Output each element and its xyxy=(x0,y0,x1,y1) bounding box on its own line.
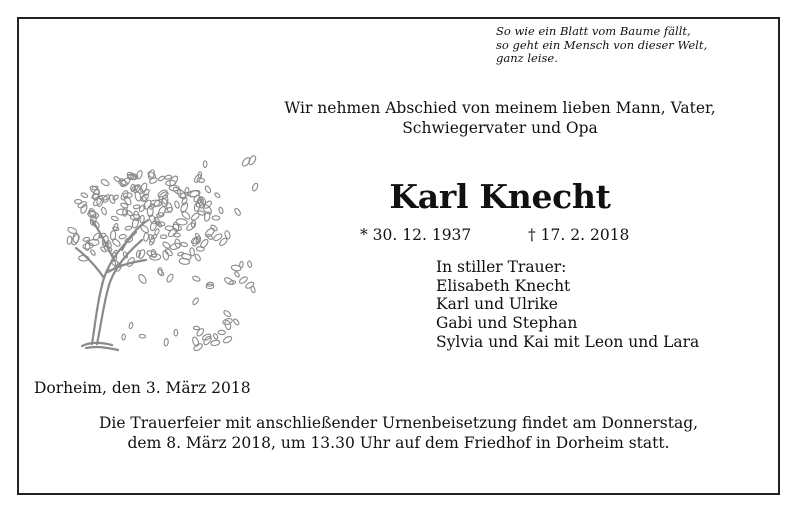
leaf-icon xyxy=(136,170,144,180)
poem-line-1: So wie ein Blatt vom Baume fällt, xyxy=(496,24,691,38)
leaf-icon xyxy=(194,253,202,261)
leaf-icon xyxy=(222,335,232,344)
leaf-icon xyxy=(160,235,167,239)
leaf-icon xyxy=(245,281,255,289)
leaf-icon xyxy=(125,226,132,231)
leaf-icon xyxy=(196,247,204,252)
leaf-icon xyxy=(90,249,96,256)
leaf-icon xyxy=(139,334,146,338)
tree-with-falling-leaves-icon xyxy=(52,148,262,358)
leaf-icon xyxy=(143,232,149,241)
leaf-icon xyxy=(248,155,258,166)
leaf-icon xyxy=(140,224,150,234)
leaf-icon xyxy=(213,333,219,340)
mourner-name: Karl und Ulrike xyxy=(436,295,558,314)
leaf-icon xyxy=(158,175,165,182)
funeral-line-2: dem 8. März 2018, um 13.30 Uhr auf dem Friedhof in Dorheim statt. xyxy=(127,434,670,452)
leaf-icon xyxy=(100,246,107,253)
leaf-icon xyxy=(92,232,101,241)
mourner-name: Sylvia und Kai mit Leon und Lara xyxy=(436,332,700,351)
leaf-icon xyxy=(180,242,188,247)
leaf-icon xyxy=(174,329,178,336)
leaf-icon xyxy=(210,340,220,347)
leaf-icon xyxy=(67,226,78,234)
deceased-name: Karl Knecht xyxy=(389,177,611,216)
leaf-icon xyxy=(234,207,242,216)
leaf-icon xyxy=(174,201,180,209)
leaf-icon xyxy=(233,318,240,326)
leaf-icon xyxy=(203,161,207,168)
leaf-icon xyxy=(252,183,259,192)
leaf-icon xyxy=(120,202,128,209)
poem-line-2: so geht ein Mensch von dieser Welt, xyxy=(496,37,708,52)
leaf-icon xyxy=(111,238,121,248)
leaf-icon xyxy=(229,280,236,285)
leaf-icon xyxy=(193,326,199,330)
farewell-intro xyxy=(250,98,750,138)
leaf-icon xyxy=(204,227,216,238)
leaf-icon xyxy=(162,241,171,250)
funeral-line-1: Die Trauerfeier mit anschließender Urnenbeisetzung findet am Donnerstag, xyxy=(98,414,699,432)
leaf-icon xyxy=(250,286,256,293)
leaf-icon xyxy=(203,200,213,210)
funeral-notice xyxy=(17,413,780,453)
mourners-block xyxy=(436,258,699,352)
leaf-icon xyxy=(212,216,220,220)
birth-date: * 30. 12. 1937 xyxy=(360,226,472,244)
leaf-icon xyxy=(129,322,134,329)
leaf-icon xyxy=(164,338,169,346)
leaf-icon xyxy=(247,261,252,268)
leaf-icon xyxy=(80,203,89,214)
leaf-icon xyxy=(122,334,126,340)
leaf-icon xyxy=(158,267,163,275)
mourner-name: Elisabeth Knecht xyxy=(436,276,571,295)
leaf-icon xyxy=(74,199,82,204)
poem-line-3: ganz leise. xyxy=(496,51,558,65)
leaf-icon xyxy=(192,297,200,305)
leaf-icon xyxy=(218,330,226,335)
leaf-icon xyxy=(80,192,88,198)
leaf-icon xyxy=(157,205,167,217)
leaf-icon xyxy=(119,234,127,240)
leaf-icon xyxy=(173,222,180,232)
leaf-icon xyxy=(214,192,221,198)
leaf-icon xyxy=(234,271,240,278)
mourners-heading: In stiller Trauer: xyxy=(436,258,567,276)
leaf-icon xyxy=(111,215,119,221)
leaf-cluster xyxy=(67,169,219,285)
leaf-icon xyxy=(192,275,201,282)
leaf-icon xyxy=(100,178,110,186)
leaf-icon xyxy=(204,185,211,194)
leaf-icon xyxy=(101,207,108,216)
leaf-icon xyxy=(222,318,233,326)
leaf-icon xyxy=(241,156,251,167)
leaf-icon xyxy=(238,276,248,285)
leaf-icon xyxy=(223,310,232,318)
place-and-date: Dorheim, den 3. März 2018 xyxy=(34,379,251,397)
leaf-icon xyxy=(126,171,138,181)
leaf-icon xyxy=(137,273,147,284)
leaf-icon xyxy=(190,212,200,222)
intro-line-1: Wir nehmen Abschied von meinem lieben Mann, Vater, xyxy=(284,99,716,117)
death-date: † 17. 2. 2018 xyxy=(528,226,630,244)
leaf-icon xyxy=(166,273,175,283)
leaf-icon xyxy=(112,250,118,258)
poem xyxy=(496,25,707,66)
leaf-icon xyxy=(133,205,140,210)
mourner-name: Gabi und Stephan xyxy=(436,314,578,333)
intro-line-2: Schwiegervater und Opa xyxy=(402,119,598,137)
leaf-icon xyxy=(218,207,223,214)
